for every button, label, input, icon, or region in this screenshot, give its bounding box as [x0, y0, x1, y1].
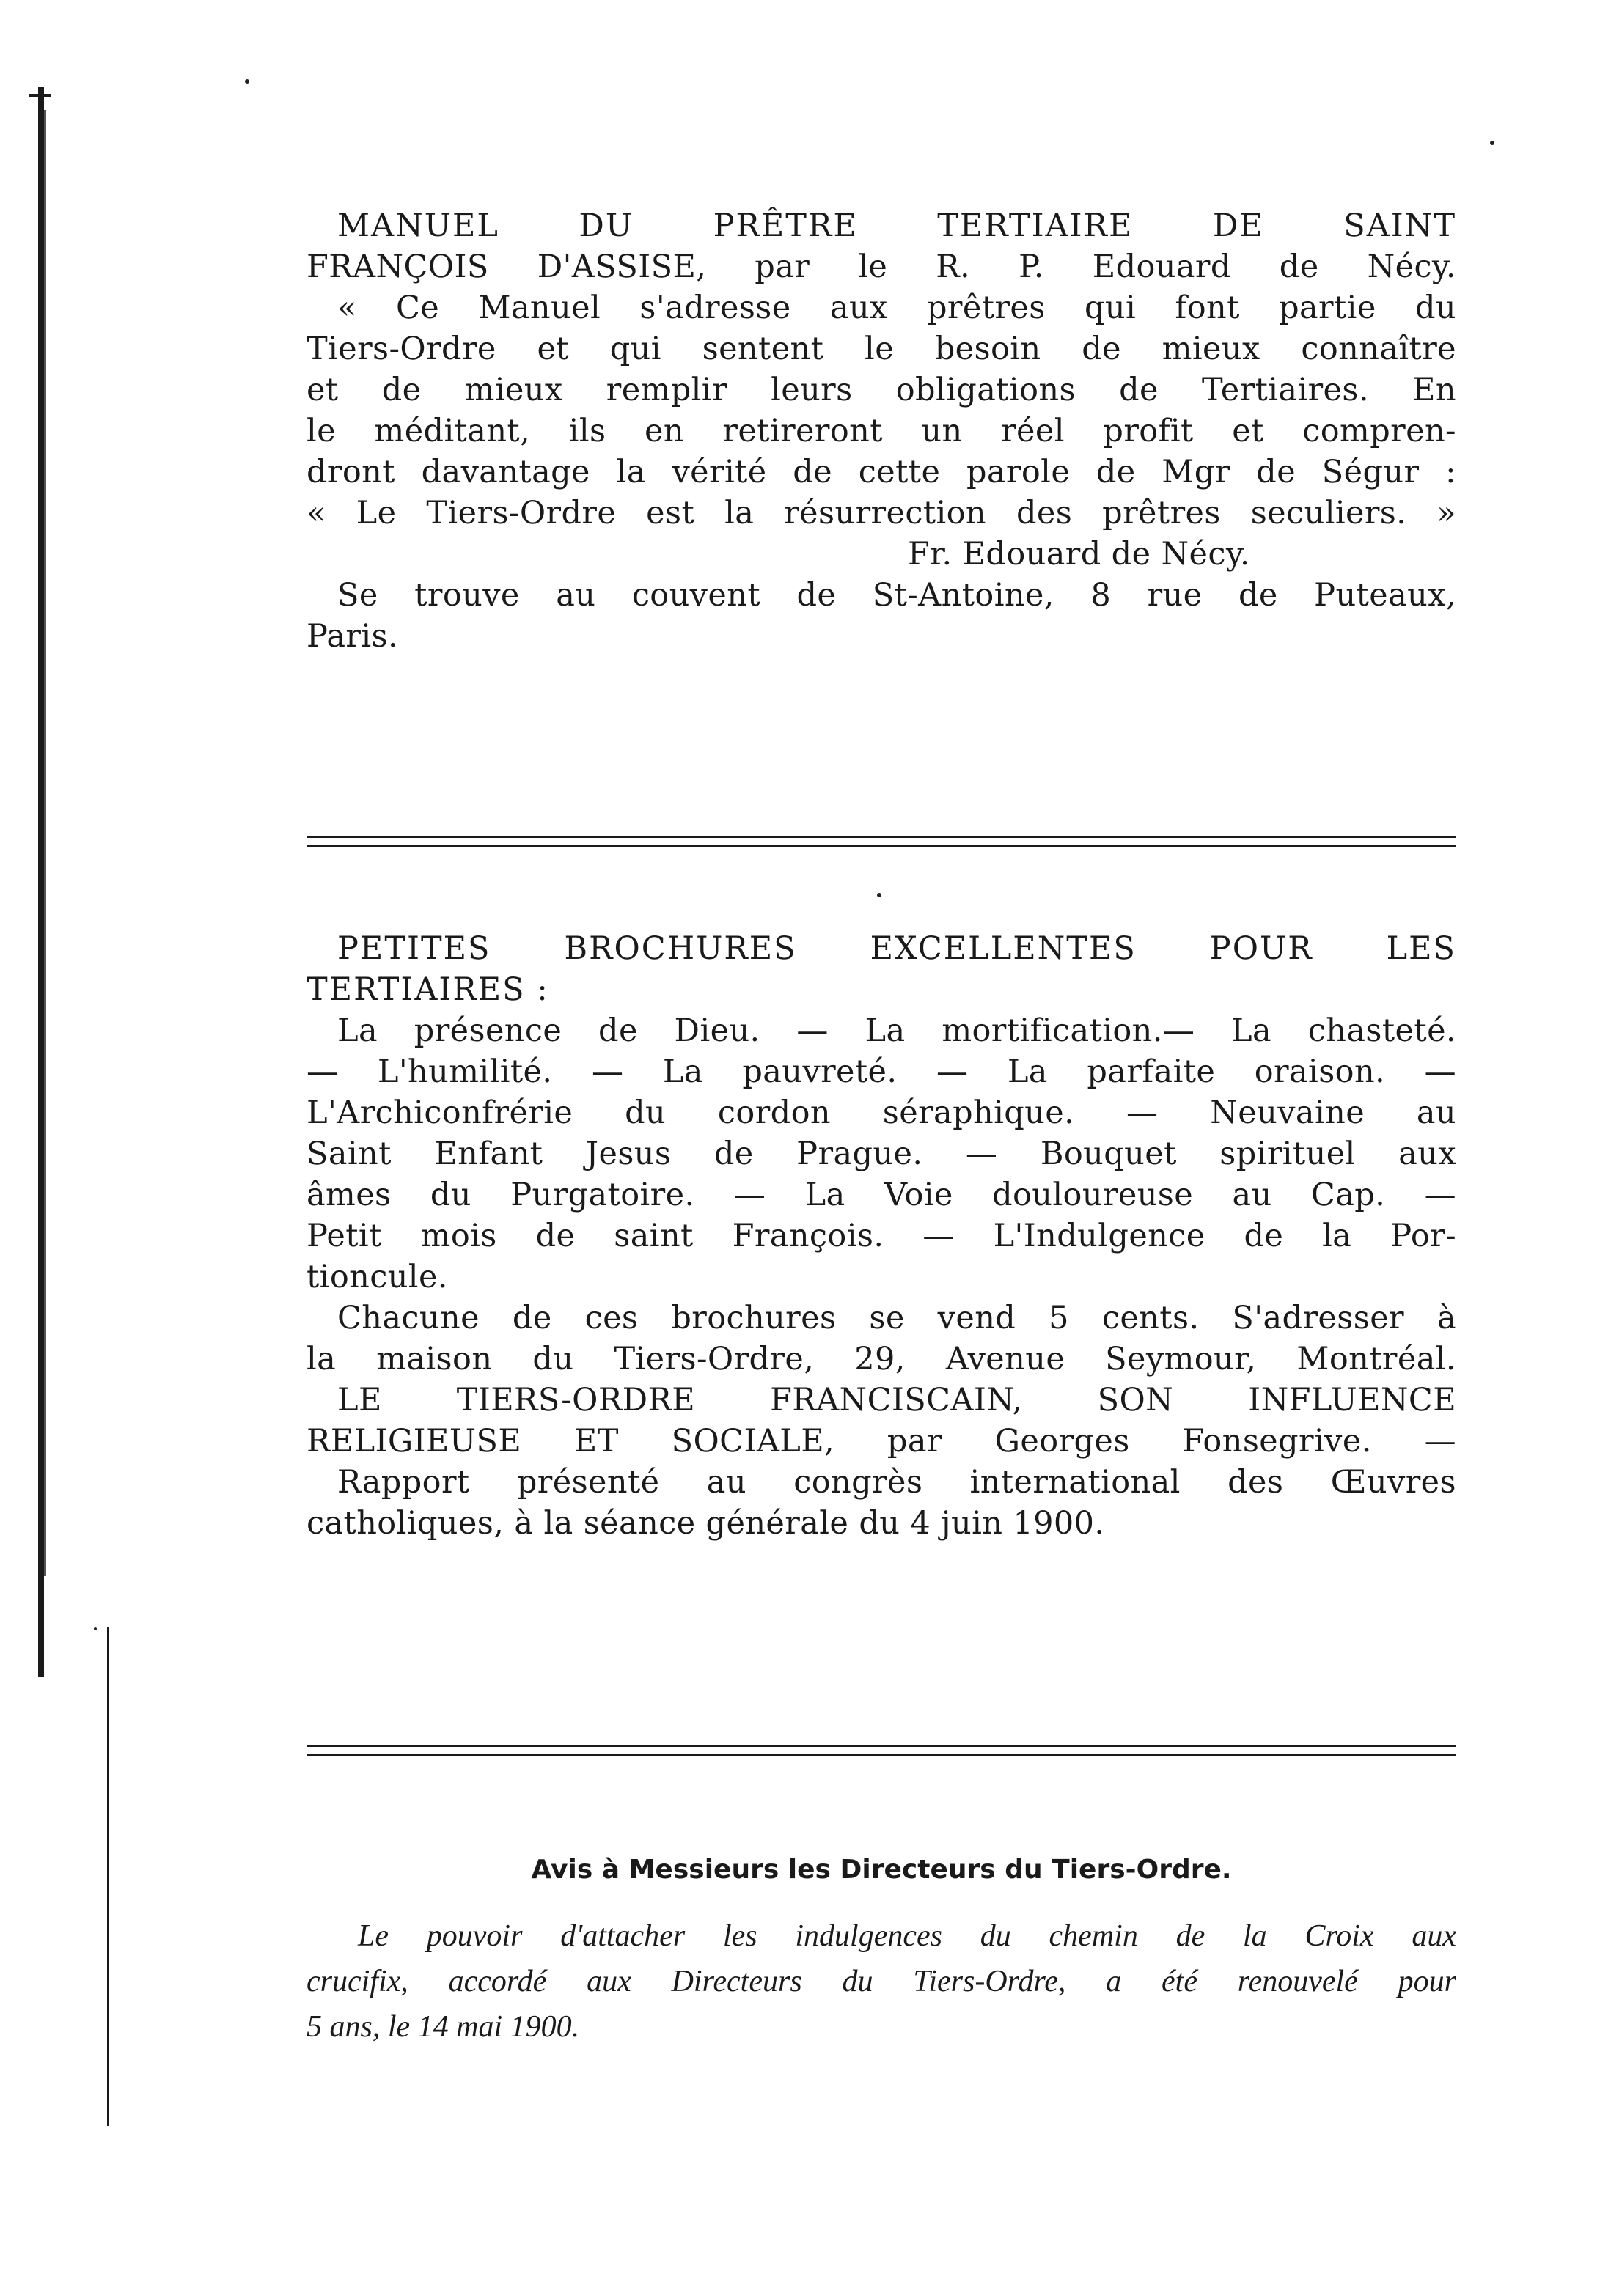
section-divider	[307, 1745, 1456, 1759]
advert-manuel-body-line: et de mieux remplir leurs obligations de Tertiaires. En	[307, 372, 1456, 408]
section-divider	[307, 836, 1456, 850]
ink-speck	[877, 893, 881, 897]
advert-brochures-report-line: LE TIERS-ORDRE FRANCISCAIN, SON INFLUENCE	[337, 1382, 1456, 1419]
advert-brochures-price-line1: Chacune de ces brochures se vend 5 cents. S'adresser à	[337, 1300, 1456, 1336]
binding-edge-line	[38, 87, 44, 1677]
ink-speck	[1490, 141, 1494, 145]
advert-manuel-address-line2: Paris.	[307, 618, 399, 655]
divider-rule-bottom	[307, 845, 1456, 847]
advert-manuel-title-line2: FRANÇOIS D'ASSISE, par le R. P. Edouard de Nécy.	[307, 249, 1456, 285]
notice-title: Avis à Messieurs les Directeurs du Tiers-Ordre.	[531, 1855, 1232, 1885]
advert-brochures-list-line: L'Archiconfrérie du cordon séraphique. — Neuvaine au	[307, 1094, 1456, 1131]
divider-rule-top	[307, 836, 1456, 838]
advert-manuel-body-line: le méditant, ils en retireront un réel profit et compren-	[307, 413, 1456, 449]
advert-manuel-signature: Fr. Edouard de Nécy.	[908, 536, 1250, 573]
advert-brochures	[307, 928, 1456, 1544]
advert-brochures-report-line: catholiques, à la séance générale du 4 juin 1900.	[307, 1505, 1105, 1542]
advert-brochures-list-line: Petit mois de saint François. — L'Indulgence de la Por-	[307, 1218, 1456, 1254]
advert-brochures-title-line2: TERTIAIRES :	[307, 971, 549, 1008]
binding-edge-lower	[107, 1627, 109, 2126]
advert-brochures-title-line1: PETITES BROCHURES EXCELLENTES POUR LES	[337, 930, 1456, 967]
advert-manuel-body-line: « Le Tiers-Ordre est la résurrection des prêtres seculiers. »	[307, 495, 1456, 531]
divider-rule-top	[307, 1745, 1456, 1747]
notice-body-line: 5 ans, le 14 mai 1900.	[307, 2010, 580, 2044]
ink-speck	[94, 1627, 97, 1630]
binding-edge-shadow	[44, 110, 46, 1576]
advert-manuel-body-line: dront davantage la vérité de cette parole de Mgr de Ségur :	[307, 454, 1456, 490]
advert-manuel	[307, 205, 1456, 657]
advert-manuel-body-line: « Ce Manuel s'adresse aux prêtres qui font partie du	[337, 290, 1456, 326]
ink-speck	[245, 79, 249, 84]
advert-brochures-list-line: — L'humilité. — La pauvreté. — La parfaite oraison. —	[307, 1053, 1456, 1090]
divider-rule-bottom	[307, 1754, 1456, 1756]
advert-manuel-body-line: Tiers-Ordre et qui sentent le besoin de mieux connaître	[307, 331, 1456, 367]
advert-manuel-address-line1: Se trouve au couvent de St-Antoine, 8 rue de Puteaux,	[337, 577, 1456, 614]
advert-brochures-report-line: Rapport présenté au congrès international des Œuvres	[337, 1464, 1456, 1501]
notice-body-line: Le pouvoir d'attacher les indulgences du chemin de la Croix aux	[358, 1919, 1456, 1953]
advert-brochures-list-line: La présence de Dieu. — La mortification.— La chasteté.	[337, 1012, 1456, 1049]
notice-body-line: crucifix, accordé aux Directeurs du Tiers-Ordre, a été renouvelé pour	[307, 1965, 1456, 1998]
advert-brochures-list-line: Saint Enfant Jesus de Prague. — Bouquet spirituel aux	[307, 1136, 1456, 1172]
advert-brochures-report-line: RELIGIEUSE ET SOCIALE, par Georges Fonsegrive. —	[307, 1423, 1456, 1460]
advert-brochures-list-line: âmes du Purgatoire. — La Voie douloureuse au Cap. —	[307, 1177, 1456, 1213]
advert-brochures-price-line2: la maison du Tiers-Ordre, 29, Avenue Seymour, Montréal.	[307, 1341, 1456, 1377]
notice-body	[307, 1913, 1456, 2050]
binding-mark	[29, 94, 51, 97]
advert-manuel-title-line1: MANUEL DU PRÊTRE TERTIAIRE DE SAINT	[337, 207, 1456, 244]
advert-brochures-list-line: tioncule.	[307, 1259, 448, 1295]
